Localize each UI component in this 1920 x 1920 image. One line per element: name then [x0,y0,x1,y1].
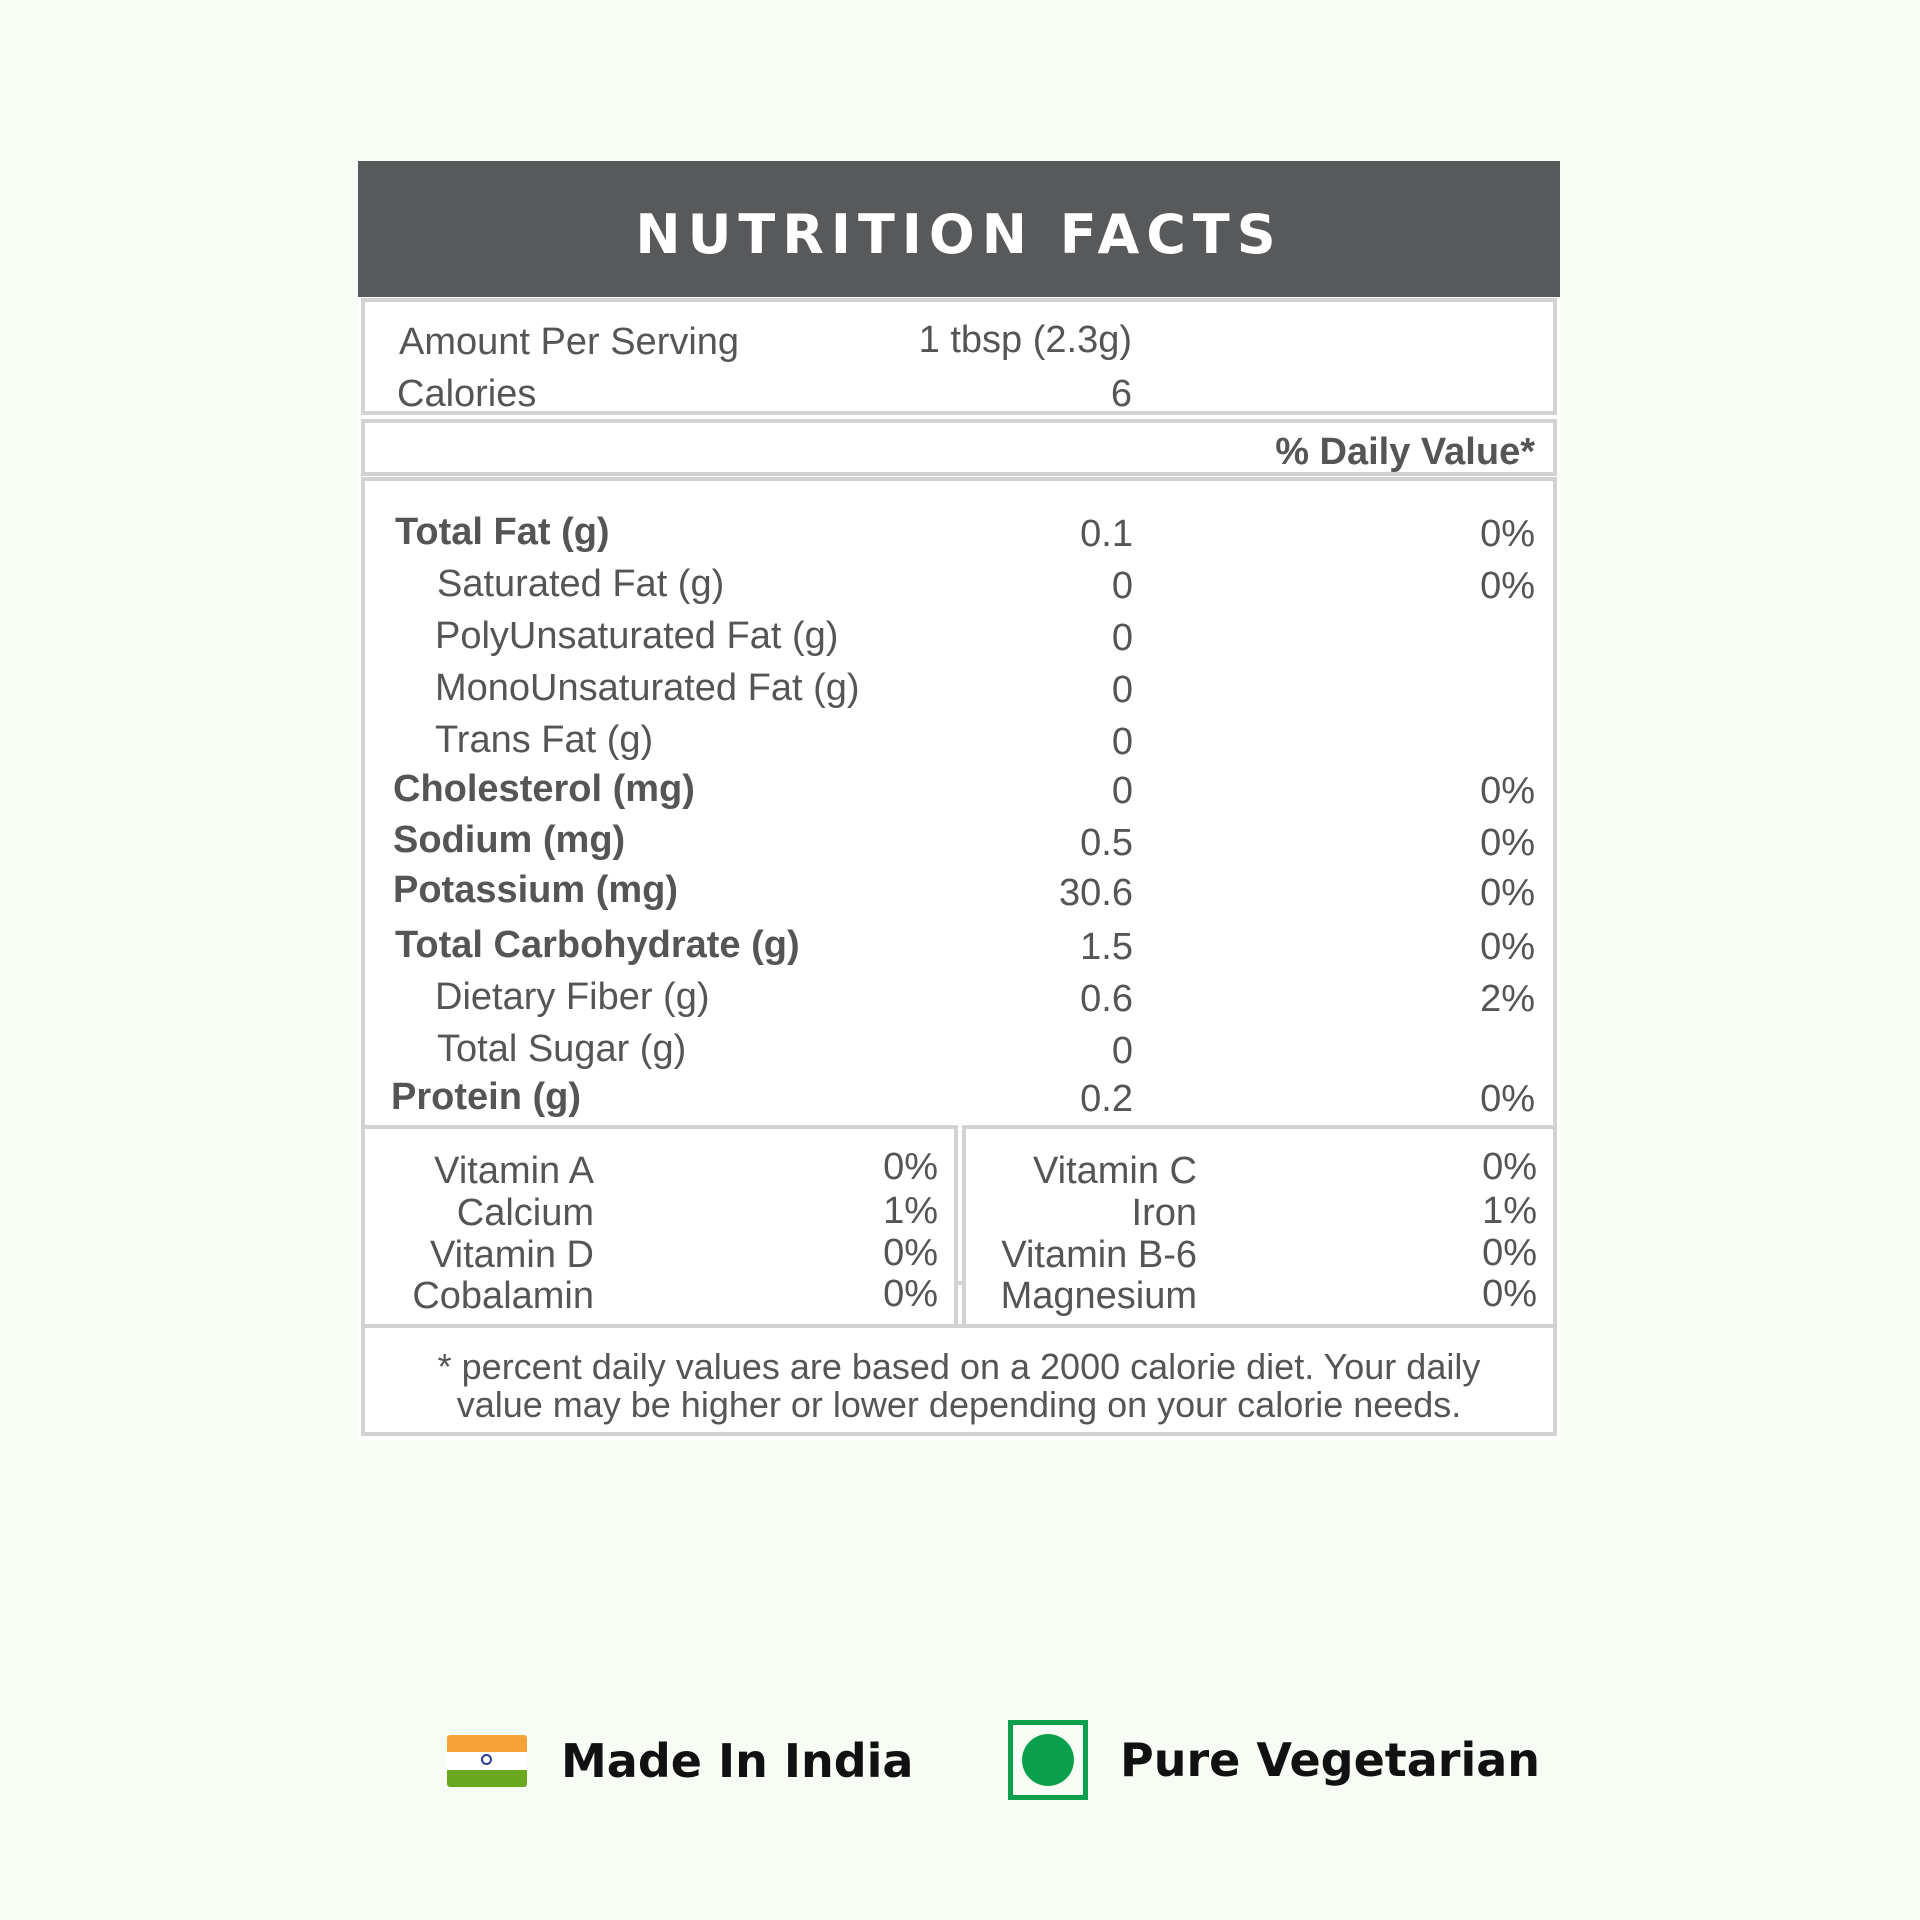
vitamin-label: Cobalamin [412,1275,594,1317]
serving-box [361,298,1557,415]
vitamin-dv: 0% [1482,1146,1537,1188]
nutrient-amount: 0 [1111,721,1133,763]
pure-vegetarian-badge [1008,1720,1540,1800]
vitamin-label: Vitamin B-6 [1001,1234,1197,1276]
top-band [0,0,1920,152]
vitamin-label: Vitamin C [1032,1150,1197,1192]
nutrient-dv: 0% [1480,565,1535,607]
calories-label: Calories [397,373,537,415]
nutrient-label: PolyUnsaturated Fat (g) [435,615,839,657]
vitamin-dv: 1% [883,1190,938,1232]
vitamin-label: Vitamin A [434,1150,594,1192]
footnote-line-2: value may be higher or lower depending on your calorie needs. [456,1384,1462,1425]
nutrient-amount: 0.5 [1080,822,1133,864]
nutrient-label: Potassium (mg) [393,869,679,911]
vitamin-dv: 0% [883,1146,938,1188]
vitamin-dv: 0% [1482,1232,1537,1274]
pure-vegetarian-label: Pure Vegetarian [1120,1733,1541,1787]
nutrient-amount: 1.5 [1080,926,1133,968]
nutrient-dv: 0% [1480,1078,1535,1120]
nutrient-label: Total Carbohydrate (g) [395,924,800,966]
nutrient-label: Cholesterol (mg) [393,768,695,810]
india-flag-icon [447,1735,527,1787]
nutrient-label: Dietary Fiber (g) [435,976,710,1018]
nutrient-amount: 0 [1111,617,1133,659]
vitamin-label: Magnesium [1000,1275,1197,1317]
nutrient-amount: 0.1 [1080,513,1133,555]
vegetarian-mark-icon [1008,1720,1088,1800]
amount-per-serving-value: 1 tbsp (2.3g) [918,319,1132,361]
nutrient-amount: 0.6 [1080,978,1133,1020]
nutrition-facts-title: NUTRITION FACTS [635,202,1283,266]
nutrient-label: Total Fat (g) [395,511,610,553]
nutrient-amount: 0 [1111,770,1133,812]
calories-value: 6 [1110,373,1132,415]
nutrient-dv: 0% [1480,822,1535,864]
nutrient-amount: 0 [1111,669,1133,711]
nutrient-label: Sodium (mg) [393,819,626,861]
footnote-line-1: * percent daily values are based on a 2000 calorie diet. Your daily [437,1346,1481,1387]
nutrient-dv: 2% [1480,978,1535,1020]
vitamin-dv: 0% [883,1232,938,1274]
nutrient-dv: 0% [1480,513,1535,555]
vitamin-label: Calcium [456,1192,594,1234]
amount-per-serving-label: Amount Per Serving [399,321,740,363]
vitamins-right-box [962,1125,1557,1329]
nutrient-label: MonoUnsaturated Fat (g) [435,667,860,709]
nutrient-dv: 0% [1480,770,1535,812]
vitamin-dv: 0% [883,1273,938,1315]
footnote-box [361,1324,1557,1436]
nutrient-label: Trans Fat (g) [435,719,654,761]
vitamin-label: Iron [1131,1192,1197,1234]
nutrient-label: Saturated Fat (g) [437,563,725,605]
footnote [365,1348,1553,1424]
vitamin-label: Vitamin D [429,1234,594,1276]
nutrient-amount: 0.2 [1080,1078,1133,1120]
nutrient-dv: 0% [1480,872,1535,914]
vitamin-dv: 1% [1482,1190,1537,1232]
vitamins-left-box [361,1125,958,1329]
nutrient-label: Total Sugar (g) [437,1028,687,1070]
nutrient-amount: 0 [1111,1030,1133,1072]
vitamin-dv: 0% [1482,1273,1537,1315]
daily-value-header: % Daily Value* [1275,431,1535,473]
nutrient-amount: 0 [1111,565,1133,607]
made-in-india-badge [447,1734,913,1788]
nutrient-amount: 30.6 [1059,872,1133,914]
nutrition-facts-header [358,161,1560,297]
nutrient-label: Protein (g) [391,1076,581,1118]
nutrition-facts-panel [358,161,1560,1440]
daily-value-header-box [361,419,1557,476]
made-in-india-label: Made In India [561,1734,914,1788]
nutrient-dv: 0% [1480,926,1535,968]
